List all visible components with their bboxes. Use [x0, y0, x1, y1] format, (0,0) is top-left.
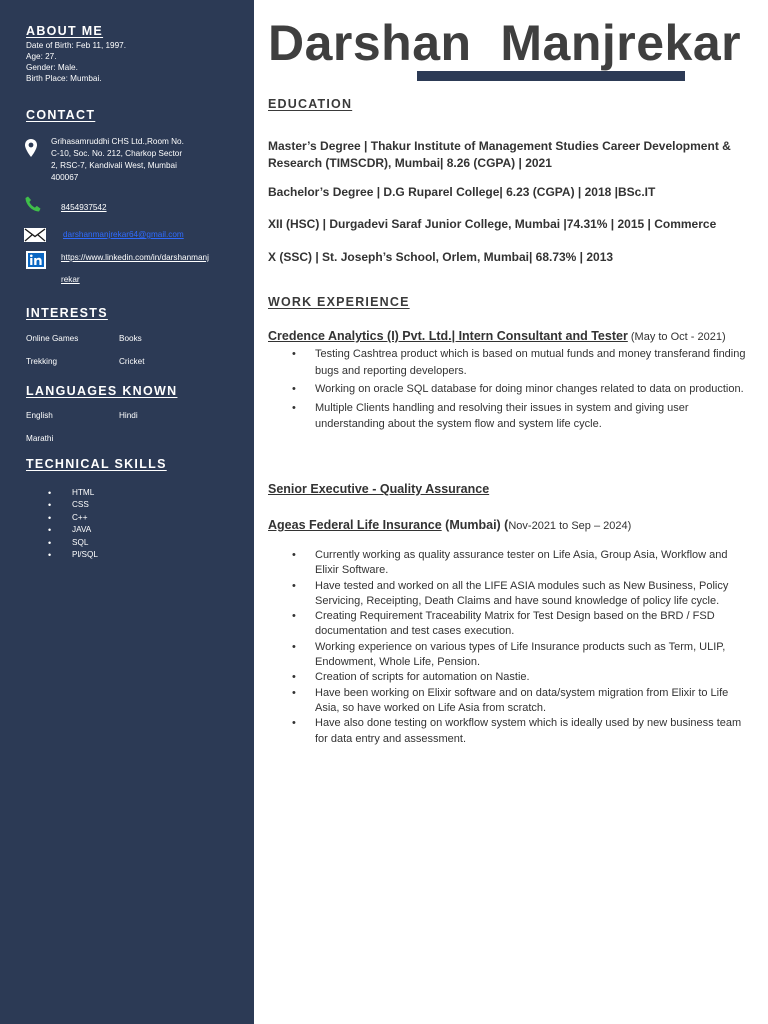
contact-heading: CONTACT — [26, 108, 96, 122]
contact-address — [51, 136, 184, 184]
candidate-name: Darshan Manjrekar — [268, 15, 742, 71]
job2-company: Ageas Federal Life Insurance — [268, 518, 442, 532]
about-details — [26, 40, 126, 84]
about-birthplace: Birth Place: Mumbai. — [26, 74, 102, 83]
location-pin-icon — [24, 138, 38, 158]
linkedin-link-line1[interactable]: https://www.linkedin.com/in/darshanmanj — [61, 253, 209, 262]
language-item: English — [26, 411, 53, 420]
education-item: XII (HSC) | Durgadevi Saraf Junior College, Mumbai |74.31% | 2015 | Commerce — [268, 217, 717, 231]
job1-company-role: Credence Analytics (I) Pvt. Ltd.| Intern Consultant and Tester — [268, 329, 628, 343]
job2-location: (Mumbai) ( — [441, 518, 509, 532]
address-line: C-10, Soc. No. 212, Charkop Sector — [51, 149, 183, 158]
interests-heading: INTERESTS — [26, 306, 108, 320]
phone-number[interactable]: 8454937542 — [61, 203, 107, 212]
skill-item: • Pl/SQL — [26, 549, 98, 561]
job2-bullet: • Have tested and worked on all the LIFE ASIA modules such as New Business, Policy Servicing, Receipting, Death Claims and have sound knowledge of policy life cycle. — [268, 579, 748, 610]
name-accent-bar — [417, 71, 685, 81]
education-heading: EDUCATION — [268, 97, 353, 111]
address-line: Grihasamruddhi CHS Ltd.,Room No. — [51, 137, 184, 146]
email-icon — [24, 228, 46, 242]
skill-item: • CSS — [26, 499, 98, 511]
language-item: Marathi — [26, 434, 54, 443]
about-dob: Date of Birth: Feb 11, 1997. — [26, 41, 126, 50]
skills-list — [26, 487, 98, 561]
interest-item: Online Games — [26, 334, 79, 343]
address-line: 400067 — [51, 173, 79, 182]
about-age: Age: 27. — [26, 52, 57, 61]
job1-dates: (May to Oct - 2021) — [627, 331, 726, 343]
address-line: 2, RSC-7, Kandivali West, Mumbai — [51, 161, 177, 170]
skill-item: • JAVA — [26, 524, 98, 536]
job2-bullet: • Creation of scripts for automation on Nastie. — [268, 670, 748, 685]
education-item: Bachelor’s Degree | D.G Ruparel College| 6.23 (CGPA) | 2018 |BSc.IT — [268, 185, 656, 199]
linkedin-link-line2[interactable]: rekar — [61, 275, 80, 284]
job2-role-text: Senior Executive - Quality Assurance — [268, 482, 490, 496]
job2-bullet: • Have been working on Elixir software and on data/system migration from Elixir to Life Asia, so have worked on Life Asia from scratch. — [268, 686, 748, 717]
job1-bullet: • Working on oracle SQL database for doing minor changes related to data on production. — [268, 381, 748, 398]
education-item: X (SSC) | St. Joseph’s School, Orlem, Mumbai| 68.73% | 2013 — [268, 250, 614, 264]
phone-icon — [24, 195, 42, 213]
language-item: Hindi — [119, 411, 138, 420]
sidebar — [0, 0, 254, 1024]
job2-title — [268, 518, 631, 532]
job1-bullet: • Multiple Clients handling and resolving their issues in system and giving user understanding about the system flow and system life cycle. — [268, 400, 748, 433]
job2-dates: Nov-2021 to Sep – 2024) — [508, 520, 632, 532]
job1-bullets — [268, 346, 748, 433]
job2-bullet: • Working experience on various types of Life Insurance products such as Term, ULIP, Endowment, Whole Life, Pension. — [268, 640, 748, 671]
job1-title — [268, 329, 726, 343]
job2-bullet: • Creating Requirement Traceability Matrix for Test Design based on the BRD / FSD documentation and test cases execution. — [268, 609, 748, 640]
email-link[interactable]: darshanmanjrekar64@gmail.com — [63, 230, 184, 239]
skill-item: • SQL — [26, 537, 98, 549]
about-heading: ABOUT ME — [26, 24, 104, 38]
skill-item: • C++ — [26, 512, 98, 524]
interest-item: Books — [119, 334, 142, 343]
work-experience-heading: WORK EXPERIENCE — [268, 295, 410, 309]
linkedin-icon — [26, 251, 46, 269]
job2-bullet: • Currently working as quality assurance tester on Life Asia, Group Asia, Workflow and Elixir Software. — [268, 548, 748, 579]
interest-item: Cricket — [119, 357, 145, 366]
skill-item: • HTML — [26, 487, 98, 499]
job1-bullet: • Testing Cashtrea product which is based on mutual funds and money transferand finding bugs and reporting developers. — [268, 346, 748, 379]
about-gender: Gender: Male. — [26, 63, 78, 72]
job2-bullets — [268, 548, 748, 747]
education-item: Master’s Degree | Thakur Institute of Management Studies Career Development & Research (TIMSCDR), Mumbai| 8.26 (CGPA) | 2021 — [268, 139, 731, 170]
interest-item: Trekking — [26, 357, 58, 366]
skills-heading: TECHNICAL SKILLS — [26, 457, 167, 471]
job2-bullet: • Have also done testing on workflow system which is ideally used by new business team for data entry and assessment. — [268, 716, 748, 747]
job2-role — [268, 482, 489, 496]
languages-heading: LANGUAGES KNOWN — [26, 384, 178, 398]
